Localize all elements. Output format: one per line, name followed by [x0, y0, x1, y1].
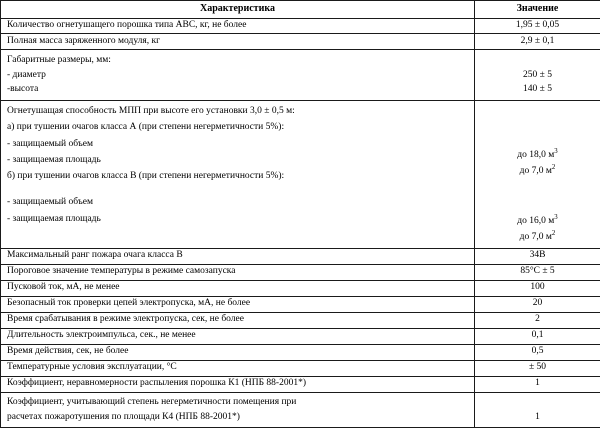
table-row — [1, 280, 600, 296]
table-row — [1, 100, 600, 248]
row-value-response-time: 2 — [475, 312, 600, 328]
row-value-safe-test-current: 20 — [475, 296, 600, 312]
row-label-max-fire-rank: Максимальный ранг пожара очага класса В — [1, 248, 475, 264]
table-row — [1, 328, 600, 344]
superscript-square: 2 — [551, 164, 556, 172]
row-label-impulse-duration: Длительность электроимпульса, сек., не менее — [1, 328, 475, 344]
superscript-square: 2 — [551, 229, 556, 237]
table-row — [1, 296, 600, 312]
value-class-a-volume: до 18,0 $м^3$ — [517, 147, 558, 161]
row-label-starting-current: Пусковой ток, мА, не менее — [1, 280, 475, 296]
row-label-dimensions: Габаритные размеры, мм: - диаметр -высота — [1, 50, 475, 100]
row-label-safe-test-current: Безопасный ток проверки цепей электропуска, мА, не более — [1, 296, 475, 312]
row-value-impulse-duration: 0,1 — [475, 328, 600, 344]
row-label-k1-coefficient: Коэффициент, неравномерности распыления порошка К1 (НПБ 88-2001*) — [1, 376, 475, 392]
row-value-powder-amount: 1,95 ± 0,05 — [475, 18, 600, 34]
table-row — [1, 18, 600, 34]
table-row — [1, 392, 600, 427]
row-label-temperature-conditions: Температурные условия эксплуатации, °С — [1, 360, 475, 376]
value-class-a-area: до 7,0 $м^2$ — [519, 164, 556, 177]
value-class-b-volume: до 16,0 $м^3$ — [517, 213, 558, 226]
table-row — [1, 34, 600, 50]
superscript-cubic: 3 — [554, 213, 558, 221]
spacer — [479, 103, 596, 147]
row-value-temperature-conditions: ± 50 — [475, 360, 600, 376]
column-header-characteristic: Характеристика — [1, 1, 475, 19]
table-row — [1, 312, 600, 328]
spacer-line — [7, 185, 470, 195]
row-value-extinguishing-capability — [475, 100, 600, 248]
row-label-extinguishing-capability: Огнетушащая способность МПП при высоте его установки 3,0 ± 0,5 м: а) при тушении очагов класса А (при степени негерметичности 5%): - защищаемый объем - защищаемая площадь б) при тушении очагов класса В (при степени негерметичности 5%): - защищаемый объем - защищаемая площадь — [1, 100, 475, 248]
row-value-dimensions: 250 ± 5 140 ± 5 — [475, 50, 600, 100]
table-header-row — [1, 1, 600, 19]
column-header-value: Значение — [475, 1, 600, 19]
row-value-self-start-temperature: 85°С ± 5 — [475, 264, 600, 280]
row-label-action-time: Время действия, сек, не более — [1, 344, 475, 360]
spacer — [479, 180, 596, 213]
table-row — [1, 344, 600, 360]
row-value-starting-current: 100 — [475, 280, 600, 296]
table-body — [1, 18, 600, 428]
value-class-b-area: до 7,0 $м^2$ — [519, 229, 556, 243]
table-row — [1, 360, 600, 376]
row-value-k4-coefficient: 1 — [475, 392, 600, 427]
table-row — [1, 50, 600, 100]
row-value-max-fire-rank: 34В — [475, 248, 600, 264]
row-value-action-time: 0,5 — [475, 344, 600, 360]
row-label-self-start-temperature: Пороговое значение температуры в режиме самозапуска — [1, 264, 475, 280]
row-label-powder-amount: Количество огнетушащего порошка типа ABC, кг, не более — [1, 18, 475, 34]
table-row — [1, 248, 600, 264]
row-label-k4-coefficient: Коэффициент, учитывающий степень негерметичности помещения при расчетах пожаротушения по площади К4 (НПБ 88-2001*) — [1, 392, 475, 427]
superscript-cubic: 3 — [554, 147, 558, 155]
row-label-full-mass: Полная масса заряженного модуля, кг — [1, 34, 475, 50]
table-header — [1, 1, 600, 19]
row-value-k1-coefficient: 1 — [475, 376, 600, 392]
table-row — [1, 264, 600, 280]
table-row — [1, 376, 600, 392]
row-value-full-mass: 2,9 ± 0,1 — [475, 34, 600, 50]
row-label-response-time: Время срабатывания в режиме электропуска, сек, не более — [1, 312, 475, 328]
